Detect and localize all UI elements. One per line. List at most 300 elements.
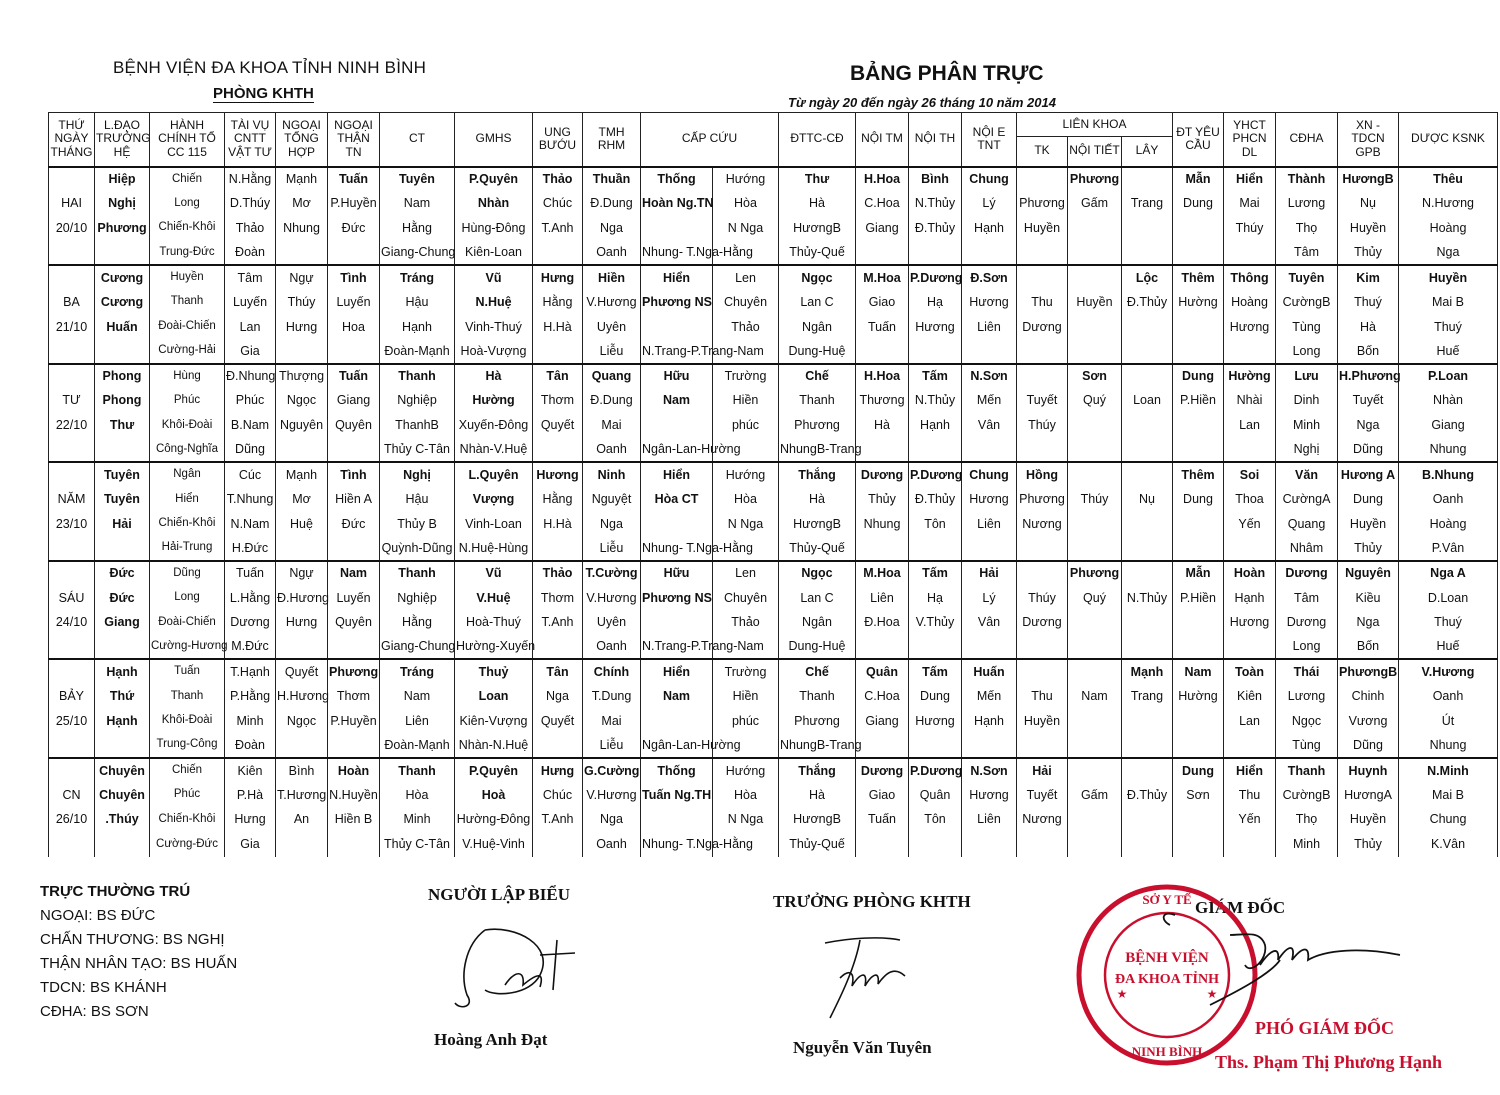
- roster-cell: Tùng: [1276, 733, 1338, 758]
- preparer-name: Hoàng Anh Đạt: [434, 1030, 548, 1049]
- roster-cell: Hải: [962, 561, 1017, 586]
- roster-cell: Thư: [779, 167, 856, 192]
- roster-cell: [1224, 832, 1276, 857]
- roster-row: [49, 191, 1498, 216]
- roster-cell: [1068, 265, 1122, 290]
- roster-cell: Kiên-Vượng: [455, 709, 533, 734]
- roster-cell: C.Hoa: [856, 191, 909, 216]
- roster-cell: Thanh: [380, 561, 455, 586]
- roster-cell: Thúy: [1068, 487, 1122, 512]
- roster-cell: Thủy-Quế: [779, 832, 856, 857]
- roster-cell: Dương: [856, 758, 909, 783]
- roster-cell: Bốn: [1338, 339, 1399, 364]
- roster-cell: phúc: [713, 413, 779, 438]
- roster-cell: [1017, 561, 1068, 586]
- roster-cell: Liễu: [583, 339, 641, 364]
- roster-cell: HươngB: [779, 216, 856, 241]
- roster-cell: Giang: [856, 216, 909, 241]
- roster-cell: [533, 339, 583, 364]
- roster-cell: Đ.Hương: [276, 586, 328, 611]
- roster-cell: P.Hiền: [1173, 586, 1224, 611]
- roster-cell: [328, 536, 380, 561]
- roster-cell: Thu: [1017, 290, 1068, 315]
- roster-cell: Tôn: [909, 512, 962, 537]
- roster-cell: [641, 610, 713, 635]
- roster-cell: P.Hiền: [1173, 388, 1224, 413]
- roster-cell: Tôn: [909, 807, 962, 832]
- roster-cell: Lưu: [1276, 364, 1338, 389]
- roster-cell: [95, 635, 150, 660]
- roster-cell: HươngB: [1338, 167, 1399, 192]
- roster-cell: Mạnh: [276, 167, 328, 192]
- roster-cell: Thủy C-Tân: [380, 438, 455, 463]
- roster-cell: Tâm: [1276, 586, 1338, 611]
- roster-cell: Tình: [328, 462, 380, 487]
- director-signature: [1150, 905, 1410, 1015]
- roster-cell: [856, 241, 909, 266]
- roster-row: [49, 388, 1498, 413]
- roster-cell: HươngA: [1338, 783, 1399, 808]
- roster-cell: Dương: [856, 462, 909, 487]
- roster-cell: [1017, 733, 1068, 758]
- roster-cell: K.Vân: [1399, 832, 1498, 857]
- roster-cell: P.Quyên: [455, 167, 533, 192]
- roster-row: [49, 536, 1498, 561]
- roster-cell: [1173, 314, 1224, 339]
- roster-cell: [95, 832, 150, 857]
- roster-cell: Giang-Chung: [380, 241, 455, 266]
- roster-cell: Ngọc: [779, 265, 856, 290]
- resident-duty-item: THẬN NHÂN TẠO: BS HUẤN: [40, 955, 238, 972]
- roster-cell: M.Đức: [225, 635, 276, 660]
- roster-cell: Dung: [1173, 191, 1224, 216]
- roster-cell: Phúc: [150, 388, 225, 413]
- head-name: Nguyễn Văn Tuyên: [793, 1038, 932, 1057]
- roster-row: [49, 709, 1498, 734]
- roster-cell: Thanh: [380, 758, 455, 783]
- roster-cell: Thảo: [533, 561, 583, 586]
- roster-cell: M.Hoa: [856, 265, 909, 290]
- roster-cell: Lan C: [779, 586, 856, 611]
- roster-cell: [1017, 659, 1068, 684]
- roster-cell: [962, 733, 1017, 758]
- roster-cell: [1068, 807, 1122, 832]
- roster-cell: Đoàn: [225, 241, 276, 266]
- deputy-name: Ths. Phạm Thị Phương Hạnh: [1215, 1052, 1443, 1072]
- roster-cell: Len: [713, 561, 779, 586]
- day-cell: 24/10: [49, 610, 95, 635]
- roster-cell: Tuyên: [380, 167, 455, 192]
- roster-cell: Liên: [962, 807, 1017, 832]
- roster-cell: Thứ: [95, 684, 150, 709]
- roster-cell: Giang: [856, 709, 909, 734]
- roster-cell: Chuyên: [713, 586, 779, 611]
- roster-cell: T.Cường: [583, 561, 641, 586]
- roster-cell: Cường-Hải: [150, 339, 225, 364]
- roster-cell: [328, 832, 380, 857]
- roster-cell: [641, 512, 713, 537]
- roster-cell: [1017, 438, 1068, 463]
- deputy-title: PHÓ GIÁM ĐỐC: [1255, 1018, 1394, 1038]
- roster-cell: P.Dương: [909, 265, 962, 290]
- roster-cell: Ngự: [276, 561, 328, 586]
- roster-cell: Hương: [962, 290, 1017, 315]
- roster-cell: [328, 241, 380, 266]
- roster-cell: Chúc: [533, 783, 583, 808]
- roster-cell: Ngọc: [779, 561, 856, 586]
- roster-cell: Nhung: [1399, 733, 1498, 758]
- roster-cell: [909, 438, 962, 463]
- roster-cell: [641, 709, 713, 734]
- roster-cell: Chúc: [533, 191, 583, 216]
- roster-cell: [1068, 610, 1122, 635]
- roster-cell: Bình: [909, 167, 962, 192]
- roster-cell: P.Huyền: [328, 191, 380, 216]
- roster-cell: Dương: [1276, 610, 1338, 635]
- roster-cell: Mai B: [1399, 783, 1498, 808]
- header-joint-dept: LIÊN KHOA: [1017, 113, 1173, 137]
- roster-cell: Long: [1276, 339, 1338, 364]
- roster-cell: Ninh: [583, 462, 641, 487]
- roster-cell: N.Huyền: [328, 783, 380, 808]
- roster-cell: Nga: [533, 684, 583, 709]
- roster-row: [49, 758, 1498, 783]
- roster-cell: V.Hương: [583, 783, 641, 808]
- header-lab: XN - TDCN GPB: [1338, 113, 1399, 167]
- header-oncology: UNG BƯỚU: [533, 113, 583, 167]
- roster-cell: Khôi-Đoài: [150, 709, 225, 734]
- roster-cell: Út: [1399, 709, 1498, 734]
- day-cell: CN: [49, 783, 95, 808]
- roster-cell: Cường-Đức: [150, 832, 225, 857]
- roster-cell: Ngân: [779, 314, 856, 339]
- roster-cell: [1224, 536, 1276, 561]
- roster-cell: N Nga: [713, 512, 779, 537]
- roster-cell: Thủy-Quế: [779, 241, 856, 266]
- roster-cell: N.Trang-P.Trang-Nam: [641, 635, 713, 660]
- roster-row: [49, 512, 1498, 537]
- roster-cell: [1068, 512, 1122, 537]
- roster-cell: Quyên: [328, 610, 380, 635]
- roster-cell: Phúc: [150, 783, 225, 808]
- roster-cell: Phương: [1017, 487, 1068, 512]
- day-cell: [49, 733, 95, 758]
- roster-cell: [328, 733, 380, 758]
- roster-cell: N Nga: [713, 807, 779, 832]
- roster-cell: Dung-Huệ: [779, 635, 856, 660]
- head-title: TRƯỞNG PHÒNG KHTH: [773, 892, 971, 911]
- roster-cell: Đức: [95, 561, 150, 586]
- roster-cell: [641, 807, 713, 832]
- roster-cell: Chung: [962, 462, 1017, 487]
- roster-cell: Chung: [962, 167, 1017, 192]
- header-admin: HÀNH CHÍNH TỔ CC 115: [150, 113, 225, 167]
- roster-cell: Hoàng: [1399, 512, 1498, 537]
- roster-cell: Trung-Đức: [150, 241, 225, 266]
- roster-cell: Hữu: [641, 364, 713, 389]
- roster-cell: Gia: [225, 832, 276, 857]
- roster-cell: [1173, 241, 1224, 266]
- roster-cell: Thu: [1224, 783, 1276, 808]
- roster-cell: Hường: [1224, 364, 1276, 389]
- roster-cell: Thêm: [1173, 462, 1224, 487]
- roster-cell: Lương: [1276, 684, 1338, 709]
- roster-cell: Yến: [1224, 807, 1276, 832]
- roster-cell: N.Thủy: [909, 191, 962, 216]
- roster-cell: Nga: [1338, 413, 1399, 438]
- roster-cell: Dung: [1173, 758, 1224, 783]
- roster-cell: V.Hương: [583, 586, 641, 611]
- roster-cell: Tấm: [909, 561, 962, 586]
- roster-cell: Thảo: [533, 167, 583, 192]
- roster-cell: [95, 536, 150, 561]
- roster-cell: Huế: [1399, 635, 1498, 660]
- roster-cell: Nga: [1338, 610, 1399, 635]
- roster-cell: [856, 438, 909, 463]
- roster-cell: [1224, 339, 1276, 364]
- roster-cell: Đ.Thủy: [909, 216, 962, 241]
- roster-cell: Vương: [1338, 709, 1399, 734]
- roster-cell: Mơ: [276, 487, 328, 512]
- roster-cell: Thương: [856, 388, 909, 413]
- roster-cell: [1122, 314, 1173, 339]
- department-label: PHÒNG KHTH: [213, 85, 314, 102]
- roster-cell: phúc: [713, 709, 779, 734]
- roster-cell: Huyền: [1338, 512, 1399, 537]
- roster-cell: [1122, 339, 1173, 364]
- roster-cell: Hải-Trung: [150, 536, 225, 561]
- roster-cell: M.Hoa: [856, 561, 909, 586]
- roster-cell: [1068, 413, 1122, 438]
- roster-cell: Hưng: [533, 265, 583, 290]
- roster-cell: Dinh: [1276, 388, 1338, 413]
- roster-cell: Yến: [1224, 512, 1276, 537]
- day-cell: [49, 339, 95, 364]
- roster-cell: [1122, 364, 1173, 389]
- roster-cell: [1068, 635, 1122, 660]
- roster-cell: Mai B: [1399, 290, 1498, 315]
- roster-cell: [856, 536, 909, 561]
- roster-row: [49, 635, 1498, 660]
- roster-cell: Tân: [533, 659, 583, 684]
- day-cell: 23/10: [49, 512, 95, 537]
- header-infectious: LÂY: [1122, 137, 1173, 167]
- roster-cell: Quyết: [533, 709, 583, 734]
- roster-cell: Phong: [95, 388, 150, 413]
- roster-cell: Hạnh: [1224, 586, 1276, 611]
- roster-cell: [1122, 167, 1173, 192]
- roster-cell: Thông: [1224, 265, 1276, 290]
- roster-cell: Tuyên: [95, 462, 150, 487]
- roster-cell: [1122, 610, 1173, 635]
- roster-cell: [1122, 413, 1173, 438]
- header-traditional: YHCT PHCN DL: [1224, 113, 1276, 167]
- roster-cell: [1122, 758, 1173, 783]
- roster-cell: Thuý: [1338, 290, 1399, 315]
- roster-cell: [1068, 241, 1122, 266]
- roster-cell: Hoàn: [1224, 561, 1276, 586]
- roster-cell: Thuý: [1399, 610, 1498, 635]
- roster-cell: Thủy: [1338, 536, 1399, 561]
- roster-cell: Vân: [962, 413, 1017, 438]
- roster-row: [49, 783, 1498, 808]
- roster-cell: Chuyên: [95, 783, 150, 808]
- roster-cell: Thắng: [779, 462, 856, 487]
- roster-cell: Thọ: [1276, 216, 1338, 241]
- roster-cell: Nam: [328, 561, 380, 586]
- roster-cell: Hướng: [713, 462, 779, 487]
- roster-cell: Hòa: [713, 191, 779, 216]
- roster-cell: Dung: [1338, 487, 1399, 512]
- day-cell: 22/10: [49, 413, 95, 438]
- roster-cell: Hiền: [713, 684, 779, 709]
- day-cell: 20/10: [49, 216, 95, 241]
- resident-duty-title: TRỰC THƯỜNG TRÚ: [40, 883, 191, 900]
- roster-cell: D.Thúy: [225, 191, 276, 216]
- roster-cell: Thuỷ: [455, 659, 533, 684]
- roster-cell: Hòa: [713, 783, 779, 808]
- header-on-demand: ĐT YÊU CẦU: [1173, 113, 1224, 167]
- header-ct: CT: [380, 113, 455, 167]
- roster-cell: .Thúy: [95, 807, 150, 832]
- roster-cell: [1122, 733, 1173, 758]
- roster-cell: [1017, 536, 1068, 561]
- roster-cell: Hà: [779, 487, 856, 512]
- roster-cell: Gấm: [1068, 783, 1122, 808]
- header-date: THỨ NGÀY THÁNG: [49, 113, 95, 167]
- roster-cell: Vân: [962, 610, 1017, 635]
- roster-cell: Hường-Xuyến: [455, 635, 533, 660]
- roster-cell: [1173, 536, 1224, 561]
- roster-cell: Đoàn: [225, 733, 276, 758]
- roster-cell: Văn: [1276, 462, 1338, 487]
- header-dttc: ĐTTC-CĐ: [779, 113, 856, 167]
- roster-cell: Đ.Hoa: [856, 610, 909, 635]
- roster-cell: Ngân-Lan-Hường: [641, 733, 713, 758]
- roster-cell: N.Huệ-Hùng: [455, 536, 533, 561]
- roster-cell: Huyền: [1338, 216, 1399, 241]
- roster-cell: Phương: [779, 413, 856, 438]
- roster-cell: Hiển: [150, 487, 225, 512]
- roster-row: [49, 216, 1498, 241]
- roster-cell: [641, 216, 713, 241]
- roster-cell: Hòa CT: [641, 487, 713, 512]
- roster-cell: Dũng: [1338, 438, 1399, 463]
- roster-cell: Hà: [455, 364, 533, 389]
- roster-cell: Nhung: [856, 512, 909, 537]
- roster-cell: Quyết: [276, 659, 328, 684]
- roster-cell: Hương: [1224, 610, 1276, 635]
- roster-cell: [909, 339, 962, 364]
- roster-cell: NhungB-Trang: [779, 438, 856, 463]
- roster-row: [49, 610, 1498, 635]
- roster-cell: [1122, 462, 1173, 487]
- svg-text:SỞ Y TẾ: SỞ Y TẾ: [1142, 892, 1192, 907]
- roster-cell: Hiền B: [328, 807, 380, 832]
- roster-cell: P.Dương: [909, 462, 962, 487]
- roster-cell: Luyến: [328, 586, 380, 611]
- roster-cell: [533, 832, 583, 857]
- roster-cell: [276, 733, 328, 758]
- roster-row: [49, 586, 1498, 611]
- roster-cell: [1068, 216, 1122, 241]
- roster-cell: Thảo: [713, 314, 779, 339]
- svg-text:★: ★: [1206, 987, 1218, 1001]
- roster-cell: [1068, 733, 1122, 758]
- roster-cell: Hiển: [641, 462, 713, 487]
- roster-cell: [1017, 167, 1068, 192]
- roster-cell: Nghị: [1276, 438, 1338, 463]
- roster-cell: Thanh: [150, 290, 225, 315]
- roster-cell: N.Thủy: [909, 388, 962, 413]
- roster-cell: Mai: [583, 709, 641, 734]
- roster-cell: Thêu: [1399, 167, 1498, 192]
- day-cell: [49, 758, 95, 783]
- roster-cell: [1224, 733, 1276, 758]
- roster-cell: Dương: [1017, 610, 1068, 635]
- day-cell: SÁU: [49, 586, 95, 611]
- roster-cell: [1173, 339, 1224, 364]
- roster-cell: Cương: [95, 265, 150, 290]
- roster-cell: Đ.Thủy: [1122, 783, 1173, 808]
- header-neuro: TK: [1017, 137, 1068, 167]
- roster-cell: Mai: [583, 413, 641, 438]
- resident-duty-block: [40, 880, 237, 1024]
- day-cell: [49, 167, 95, 192]
- roster-cell: ThanhB: [380, 413, 455, 438]
- day-cell: [49, 635, 95, 660]
- roster-cell: Nụ: [1122, 487, 1173, 512]
- roster-cell: Chiến-Khôi: [150, 512, 225, 537]
- roster-cell: Giao: [856, 783, 909, 808]
- head-signature: [810, 918, 940, 1028]
- roster-cell: Thảo: [713, 610, 779, 635]
- roster-cell: [1173, 807, 1224, 832]
- roster-cell: [95, 339, 150, 364]
- roster-cell: Oanh: [583, 832, 641, 857]
- roster-cell: [328, 635, 380, 660]
- roster-row: [49, 807, 1498, 832]
- roster-cell: Chung: [1399, 807, 1498, 832]
- roster-cell: An: [276, 807, 328, 832]
- roster-cell: Liên: [962, 512, 1017, 537]
- roster-cell: Hường: [455, 388, 533, 413]
- roster-cell: Long: [1276, 635, 1338, 660]
- document-title: BẢNG PHÂN TRỰC: [850, 62, 1044, 85]
- roster-cell: P.Hằng: [225, 684, 276, 709]
- roster-cell: Thêm: [1173, 265, 1224, 290]
- roster-cell: Hiển: [641, 659, 713, 684]
- roster-cell: Hương: [533, 462, 583, 487]
- roster-cell: Liên: [380, 709, 455, 734]
- roster-cell: Thanh: [150, 684, 225, 709]
- roster-cell: Quỳnh-Dũng: [380, 536, 455, 561]
- roster-row: [49, 241, 1498, 266]
- roster-cell: Hưng: [276, 610, 328, 635]
- roster-cell: Liên: [962, 314, 1017, 339]
- roster-cell: D.Loan: [1399, 586, 1498, 611]
- roster-cell: [276, 438, 328, 463]
- roster-cell: [1173, 512, 1224, 537]
- roster-cell: Lan: [1224, 413, 1276, 438]
- roster-cell: Chuyên: [95, 758, 150, 783]
- roster-cell: Tuấn: [225, 561, 276, 586]
- roster-cell: Tuyên: [1276, 265, 1338, 290]
- roster-cell: [962, 536, 1017, 561]
- svg-text:BỆNH VIỆN: BỆNH VIỆN: [1125, 950, 1209, 966]
- roster-cell: Hưng: [533, 758, 583, 783]
- roster-cell: T.Dung: [583, 684, 641, 709]
